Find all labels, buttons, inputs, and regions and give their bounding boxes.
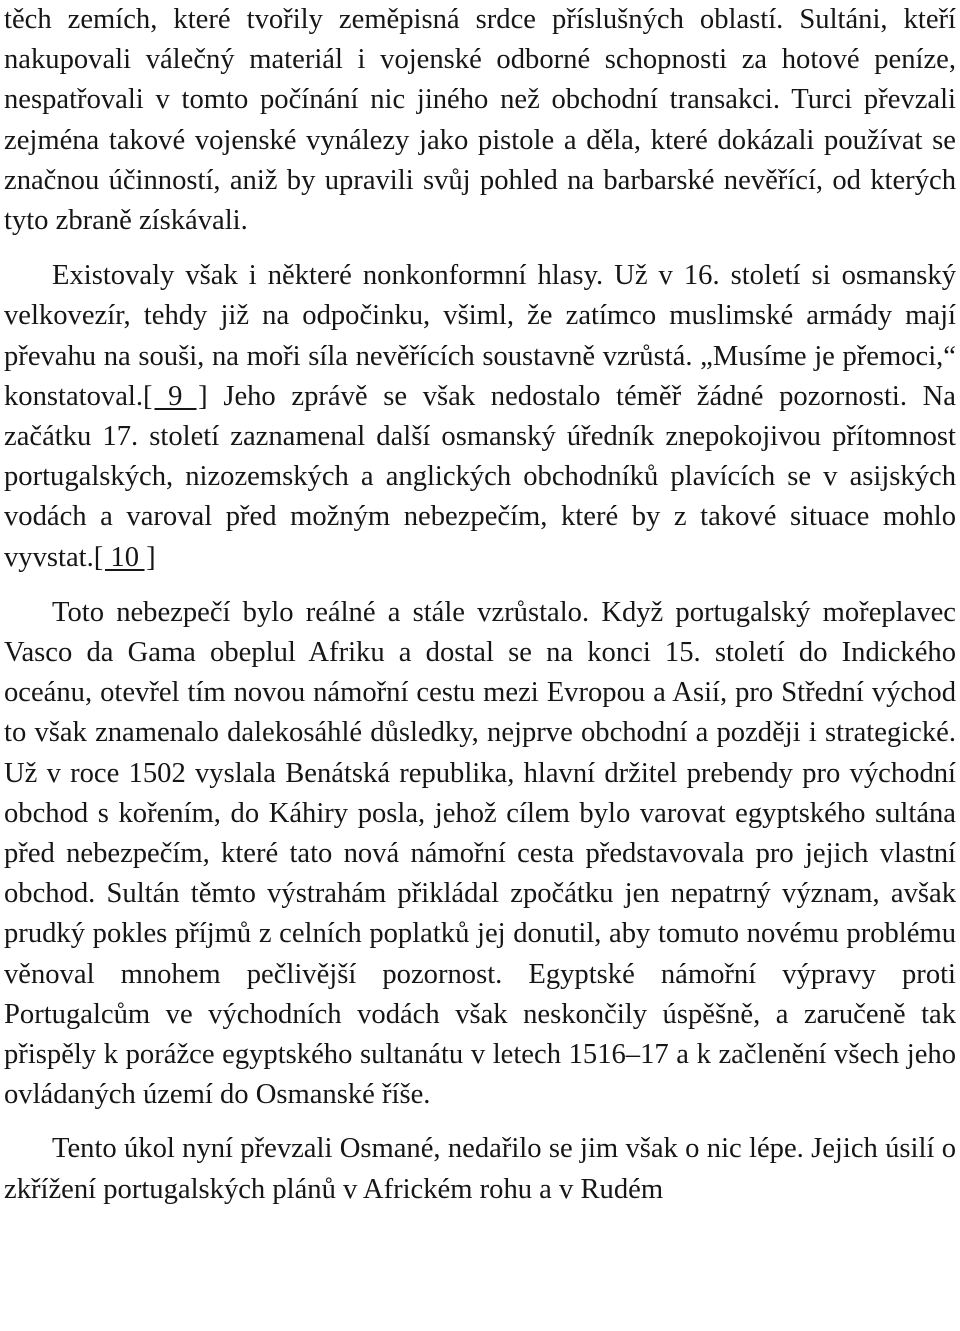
footnote-link-9[interactable]: [ 9 ]	[142, 380, 208, 412]
paragraph-text: Jeho zprávě se však nedostalo téměř žádné pozornosti. Na začátku 17. století zaznamenal další osmanský úředník znepokojivou přítomnost portugalských, nizozemských a anglických obchodníků plavících se v asijských vodách a varoval před možným nebezpečím, které by z takové situace mohlo vyvstat.	[4, 380, 956, 573]
paragraph-nonconformist-voices	[4, 256, 956, 578]
paragraph-text: Existovaly však i některé nonkonformní hlasy. Už v 16. století si osmanský velkovezír, tehdy již na odpočinku, všiml, že zatímco muslimské armády mají převahu na souši, na moři síla nevěřících soustavně vzrůstá. „Musíme je přemoci,“ konstatoval.	[4, 260, 956, 412]
paragraph-text: těch zemích, které tvořily zeměpisná srdce příslušných oblastí. Sultáni, kteří nakupovali válečný materiál i vojenské odborné schopnosti za hotové peníze, nespatřovali v tomto počínání nic jiného než obchodní transakci. Turci převzali zejména takové vojenské vynálezy jako pistole a děla, které dokázali používat se značnou účinností, aniž by upravili svůj pohled na barbarské nevěřící, od kterých tyto zbraně získávali.	[4, 4, 956, 237]
paragraph-text: Tento úkol nyní převzali Osmané, nedařilo se jim však o nic lépe. Jejich úsilí o zkřížení portugalských plánů v Africkém rohu a v Rudém	[4, 1133, 956, 1205]
footnote-link-10[interactable]: [ 10 ]	[93, 541, 156, 573]
document-page	[4, 0, 956, 1210]
paragraph-real-danger	[4, 593, 956, 1116]
paragraph-text: Toto nebezpečí bylo reálné a stále vzrůstalo. Když portugalský mořeplavec Vasco da Gama obeplul Afriku a dostal se na konci 15. století do Indického oceánu, otevřel tím novou námořní cestu mezi Evropou a Asií, pro Střední východ to však znamenalo dalekosáhlé důsledky, nejprve obchodní a později i strategické. Už v roce 1502 vyslala Benátská republika, hlavní držitel prebendy pro východní obchod s kořením, do Káhiry posla, jehož cílem bylo varovat egyptského sultána před nebezpečím, které tato nová námořní cesta představovala pro jejich vlastní obchod. Sultán těmto výstrahám přikládal zpočátku jen nepatrný význam, avšak prudký pokles příjmů z celních poplatků jej donutil, aby tomuto novému problému věnoval mnohem pečlivější pozornost. Egyptské námořní výpravy proti Portugalcům ve východních vodách však neskončily úspěšně, a zaručeně tak přispěly k porážce egyptského sultanátu v letech 1516–17 a k začlenění všech jeho ovládaných území do Osmanské říše.	[4, 596, 956, 1111]
paragraph-ottoman-task	[4, 1129, 956, 1209]
paragraph-continuation	[4, 0, 956, 241]
